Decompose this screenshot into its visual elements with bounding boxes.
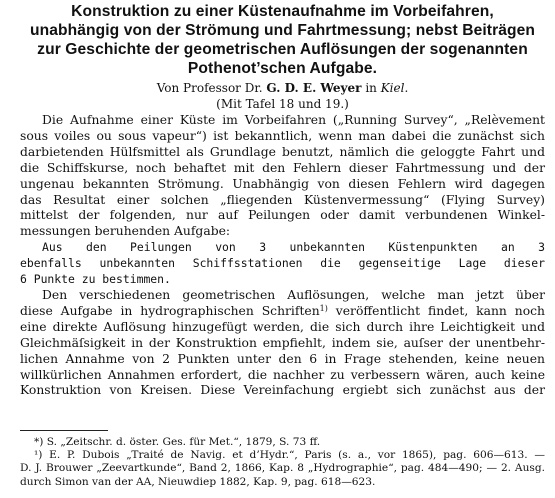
author-prefix: Von Professor Dr. bbox=[156, 81, 263, 95]
title-line: Konstruktion zu einer Küstenaufnahme im Vorbeifahren, bbox=[71, 3, 494, 20]
footnote: ¹) E. P. Dubois „Traité de Navig. et d’Hydr.“, Paris (s. a., vor 1865), pag. 606—613. — bbox=[34, 449, 545, 462]
author-in: in bbox=[365, 81, 377, 95]
footnote: *) S. „Zeitschr. d. öster. Ges. für Met.“, 1879, S. 73 ff. bbox=[34, 436, 321, 448]
article-title bbox=[20, 2, 545, 78]
text-line: 6 Punkte zu bestimmen. bbox=[20, 272, 171, 287]
text-line: das Resultat einer solchen „fliegenden Küstenvermessung“ (Flying Survey) bbox=[20, 192, 545, 207]
text-line: eine direkte Auflösung hinzugefügt werden, die sich durch ihre Leichtigkeit und bbox=[20, 319, 545, 334]
author-line bbox=[20, 80, 545, 96]
plate-reference: (Mit Tafel 18 und 19.) bbox=[216, 97, 349, 111]
text-line: willkürlichen Annahmen erfordert, die nachher zu verbessern wären, auch keine bbox=[20, 367, 545, 382]
title-line: unabhängig von der Strömung und Fahrtmessung; nebst Beiträgen bbox=[29, 22, 536, 39]
text-line: Die Aufnahme einer Küste im Vorbeifahren („Running Survey“, „Relèvement bbox=[42, 113, 545, 127]
text-segment: veröffentlicht findet, kann noch bbox=[335, 303, 545, 318]
text-line: sous voiles ou sous vapeur“) ist bekanntlich, wenn man dabei die zunächst sich bbox=[20, 128, 545, 143]
footnotes bbox=[20, 436, 545, 489]
footnote-marker: 1) bbox=[319, 303, 328, 313]
text-line: ebenfalls unbekannten Schiffsstationen die gegenseitige Lage dieser bbox=[20, 256, 545, 271]
text-line: mittelst der folgenden, nur auf Peilungen oder damit verbundenen Winkel- bbox=[20, 208, 545, 223]
text-line: die Schiffskurse, noch behaftet mit den Fehlern dieser Fahrtmessung und der bbox=[20, 160, 545, 175]
paragraph-solutions bbox=[20, 288, 545, 399]
text-line: Den verschiedenen geometrischen Auflösungen, welche man jetzt über bbox=[42, 287, 545, 302]
footnote: durch Simon van der AA, Nieuwdiep 1882, Kap. 9, pag. 618—623. bbox=[20, 475, 376, 488]
text-line bbox=[20, 304, 545, 320]
text-line: Konstruktion von Kreisen. Diese Vereinfachung ergiebt sich zunächst aus der bbox=[20, 383, 545, 398]
task-statement bbox=[20, 240, 545, 288]
text-segment: diese Aufgabe in hydrographischen Schriften bbox=[20, 303, 320, 318]
author-place: Kiel. bbox=[380, 81, 409, 95]
text-line: Aus den Peilungen von 3 unbekannten Küstenpunkten an 3 bbox=[42, 240, 545, 255]
text-line: darbietenden Hülfsmittel als Grundlage benutzt, nämlich die geloggte Fahrt und bbox=[20, 144, 545, 159]
text-line: lichen Annahme von 2 Punkten unter den 6 in Frage stehenden, keine neuen bbox=[20, 351, 545, 366]
footnote: D. J. Brouwer „Zeevartkunde“, Band 2, 1866, Kap. 8 „Hydrographie“, pag. 484—490; — 2. Ausg. bbox=[20, 462, 545, 475]
title-line: Pothenot’schen Aufgabe. bbox=[187, 60, 378, 77]
text-line: messungen beruhenden Aufgabe: bbox=[20, 224, 231, 239]
article-body bbox=[20, 113, 545, 399]
paragraph-intro bbox=[20, 113, 545, 240]
author-name: G. D. E. Weyer bbox=[266, 81, 362, 95]
title-line: zur Geschichte der geometrischen Auflösungen der sogenannten bbox=[37, 41, 528, 58]
footnote-divider bbox=[20, 430, 108, 431]
text-line: ungenau bekannten Strömung. Unabhängig von diesen Fehlern wird dagegen bbox=[20, 176, 545, 191]
text-line: Gleichmäſsigkeit in der Konstruktion empfiehlt, indem sie, auſser der unentbehr- bbox=[20, 335, 545, 350]
